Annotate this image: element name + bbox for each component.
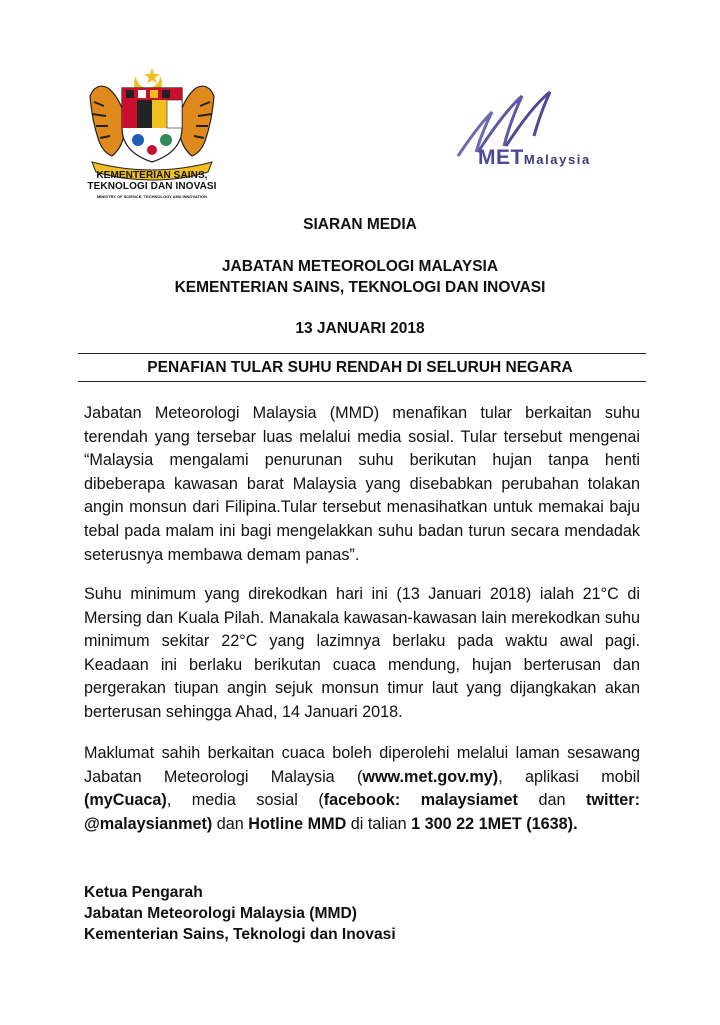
met-logo-wordmark: [478, 146, 591, 170]
org-line-2: KEMENTERIAN SAINS, TEKNOLOGI DAN INOVASI: [174, 279, 546, 296]
org-line-1: JABATAN METEOROLOGI MALAYSIA: [221, 258, 499, 275]
signature-org-1: Jabatan Meteorologi Malaysia (MMD): [84, 905, 357, 922]
headline-rule-bottom: [78, 381, 646, 382]
signature-org-2: Kementerian Sains, Teknologi dan Inovasi: [84, 926, 396, 943]
p3-text-4: dan: [517, 791, 587, 810]
signature-block: [84, 882, 396, 945]
p3-text-1: Maklumat sahih berkaitan cuaca boleh diperolehi melalui laman sesawang Jabatan Meteorologi Malaysia (: [84, 744, 640, 786]
twitter-handle[interactable]: twitter: @malaysianmet): [84, 791, 640, 833]
hotline-label: Hotline MMD: [248, 814, 347, 833]
ministry-caption-line1: KEMENTERIAN SAINS,: [96, 170, 208, 181]
paragraph-2: Suhu minimum yang direkodkan hari ini (13 Januari 2018) ialah 21°C di Mersing dan Kuala Pilah. Manakala kawasan-kawasan lain merekodkan suhu minimum sekitar 22°C yang lazimnya berlaku pada waktu awal pagi. Keadaan ini berlaku berikutan cuaca mendung, hujan berterusan dan pergerakan tiupan angin sejuk monsun timur laut yang dijangkakan akan berterusan sehingga Ahad, 14 Januari 2018.: [84, 585, 640, 721]
p3-text-3: , media sosial (: [166, 791, 324, 810]
p3-text-6: di talian: [346, 814, 412, 833]
ministry-caption-english: MINISTRY OF SCIENCE, TECHNOLOGY AND INNOVATION: [96, 194, 208, 199]
document-label: SIARAN MEDIA: [303, 216, 417, 233]
met-logo-met: MET: [478, 146, 524, 169]
facebook-handle[interactable]: facebook: malaysiamet: [323, 791, 518, 810]
website-link[interactable]: www.met.gov.my): [362, 767, 499, 786]
ministry-caption-line2: TEKNOLOGI DAN INOVASI: [87, 181, 217, 192]
headline-rule-top: [78, 353, 646, 354]
paragraph-1: Jabatan Meteorologi Malaysia (MMD) menafikan tular berkaitan suhu terendah yang tersebar luas melalui media sosial. Tular tersebut mengenai “Malaysia mengalami penurunan suhu berikutan hujan tanpa henti dibeberapa kawasan barat Malaysia yang disebabkan perubahan tolakan angin monsun dari Filipina.Tular tersebut menasihatkan untuk memakai baju tebal pada malam ini bagi mengelakkan suhu badan turun secara mendadak seterusnya membawa demam panas”.: [84, 404, 640, 564]
p3-text-2: , aplikasi mobil: [498, 767, 640, 786]
headline: PENAFIAN TULAR SUHU RENDAH DI SELURUH NEGARA: [147, 359, 573, 376]
p3-text-5: dan: [212, 814, 249, 833]
app-name: (myCuaca): [84, 791, 167, 810]
ministry-logo-caption: [82, 170, 222, 192]
hotline-number: 1 300 22 1MET (1638).: [411, 814, 578, 833]
document-date: 13 JANUARI 2018: [295, 320, 425, 337]
signature-title: Ketua Pengarah: [84, 884, 203, 901]
met-logo-malaysia: Malaysia: [523, 152, 591, 167]
paragraph-3: [84, 742, 640, 836]
